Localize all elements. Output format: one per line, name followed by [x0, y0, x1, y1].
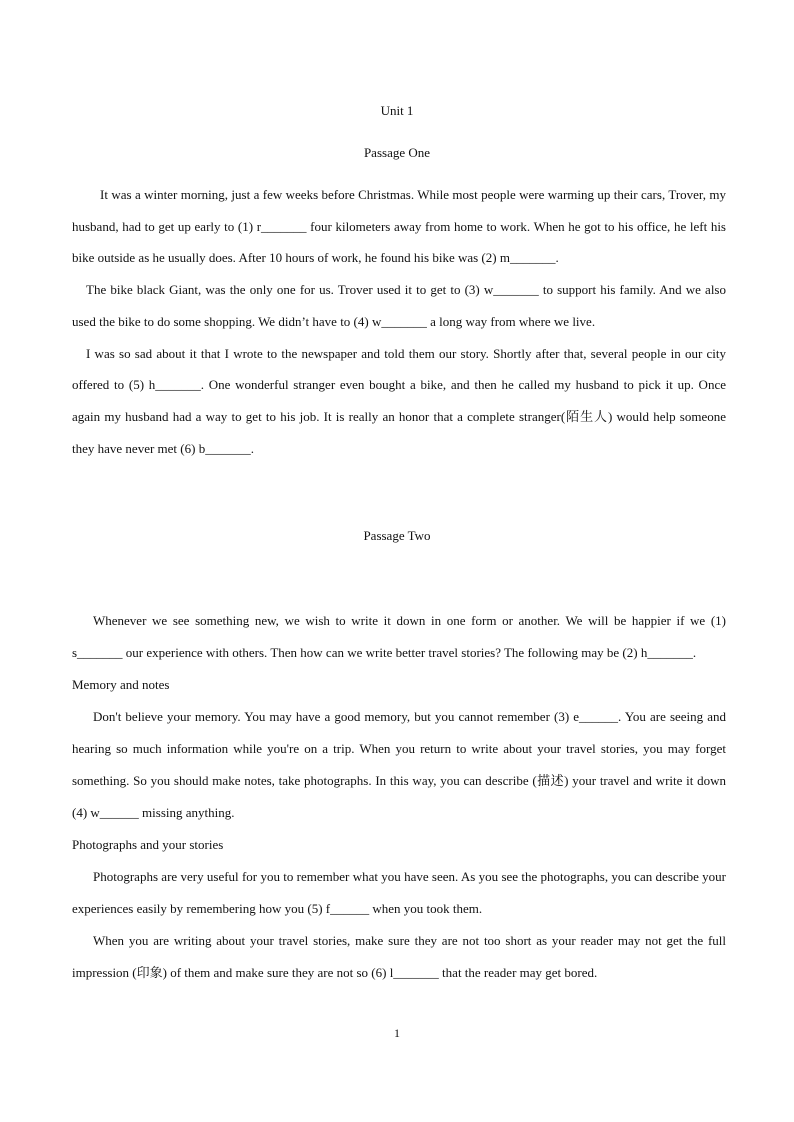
section-photos-text-1: Photographs are very useful for you to remember what you have seen. As you see the photographs, you can describe your experiences easily by remembering how you (5) f______ when you took them.	[72, 869, 726, 916]
passage-two-title: Passage Two	[363, 528, 431, 543]
section-heading-memory: Memory and notes	[72, 677, 170, 692]
page-number: 1	[394, 1026, 400, 1040]
passage-one-body	[72, 179, 726, 464]
passage-one-paragraph-2: The bike black Giant, was the only one for us. Trover used it to get to (3) w_______ to support his family. And we also used the bike to do some shopping. We didn’t have to (4) w_______ a long way from where we live.	[72, 282, 726, 329]
passage-one-title: Passage One	[363, 145, 431, 160]
passage-one-paragraph-3: I was so sad about it that I wrote to the newspaper and told them our story. Shortly after that, several people in our city offered to (5) h_______. One wonderful stranger even bought a bike, and then he called my husband to pick it up. Once again my husband had a way to get to his job. It is really an honor that a complete stranger(陌生人) would help someone they have never met (6) b_______.	[72, 345, 726, 456]
passage-two-intro: Whenever we see something new, we wish to write it down in one form or another. We will be happier if we (1) s_______ our experience with others. Then how can we write better travel stories? The following may be (2) h_______.	[72, 613, 726, 660]
section-photos-text-2: When you are writing about your travel stories, make sure they are not too short as your reader may not get the full impression (印象) of them and make sure they are not so (6) l_______ that the reader may get bored.	[72, 933, 726, 980]
section-heading-photos: Photographs and your stories	[72, 837, 224, 852]
section-memory-text: Don't believe your memory. You may have a good memory, but you cannot remember (3) e______. You are seeing and hearing so much information while you're on a trip. When you return to write about your travel stories, you may forget something. So you should make notes, take photographs. In this way, you can describe (描述) your travel and write it down (4) w______ missing anything.	[72, 709, 726, 820]
passage-two-body	[72, 605, 726, 989]
passage-one-paragraph-1: It was a winter morning, just a few weeks before Christmas. While most people were warming up their cars, Trover, my husband, had to get up early to (1) r_______ four kilometers away from home to work. When he got to his office, he left his bike outside as he usually does. After 10 hours of work, he found his bike was (2) m_______.	[72, 187, 726, 266]
unit-title: Unit 1	[380, 103, 414, 118]
